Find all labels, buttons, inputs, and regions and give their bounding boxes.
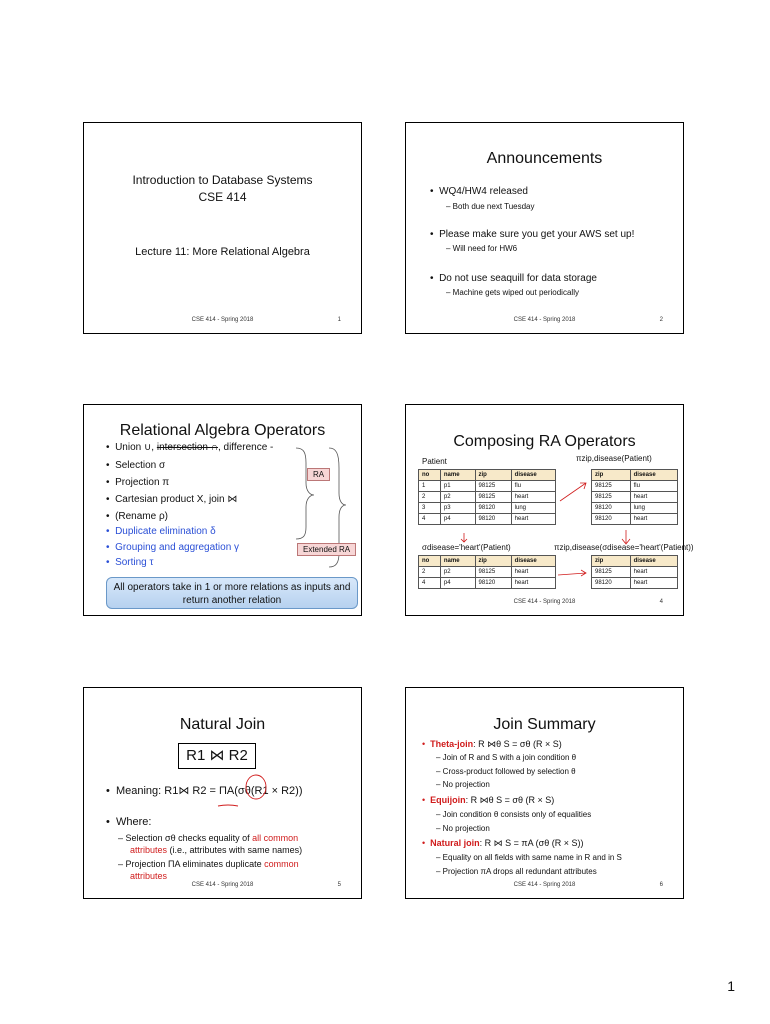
bullet: • Duplicate elimination δ <box>106 526 216 537</box>
slide-number: 2 <box>659 317 663 323</box>
slide-title: Announcements <box>486 150 603 167</box>
sub-bullet: – Equality on all fields with same name in R and in S <box>436 853 622 862</box>
slide-2 <box>405 122 684 334</box>
bullet: • Selection σ <box>106 460 166 471</box>
bullet: • Natural join: R ⋈ S = πA (σθ (R × S)) <box>422 838 584 848</box>
sub-bullet: – Cross-product followed by selection θ <box>436 767 576 776</box>
sub-bullet: – Selection σθ checks equality of all common <box>118 833 299 843</box>
slide-number: 1 <box>337 317 341 323</box>
patient-table: no name zip disease 1 p1 98125 flu 2 p2 98125 heart 3 p3 98120 lung 4 p4 98120 heart <box>418 469 556 525</box>
circle-annotation <box>214 772 284 812</box>
extended-ra-label: Extended RA <box>297 543 356 556</box>
bullet: • Sorting τ <box>106 557 154 568</box>
sub-bullet: attributes (i.e., attributes with same names) <box>130 845 303 855</box>
sub-bullet: – Projection ΠA eliminates duplicate common <box>118 859 299 869</box>
pi-result-table: zip disease 98125 flu 98125 heart 98120 lung 98120 heart <box>591 469 678 525</box>
bullet: • Equijoin: R ⋈θ S = σθ (R × S) <box>422 795 555 805</box>
sigma-result-table: no name zip disease 2 p2 98125 heart 4 p4 98120 heart <box>418 555 556 589</box>
bullet: • Do not use seaquill for data storage <box>430 273 597 284</box>
bullet: • Please make sure you get your AWS set up! <box>430 229 635 240</box>
bullet: • Union ∪, intersection ∩, difference - <box>106 442 274 453</box>
bullet: • (Rename ρ) <box>106 511 168 522</box>
bullet: • Where: <box>106 816 152 828</box>
course-title: Introduction to Database Systems <box>132 173 313 187</box>
slide-title: Composing RA Operators <box>453 433 636 450</box>
slide-footer: CSE 414 - Spring 2018 <box>513 317 576 323</box>
page-number: 1 <box>727 978 735 994</box>
lecture-title: Lecture 11: More Relational Algebra <box>135 246 310 258</box>
compose-result-table: zip disease 98125 heart 98120 heart <box>591 555 678 589</box>
bullet: • Projection π <box>106 477 170 488</box>
slide-3 <box>83 404 362 616</box>
patient-label: Patient <box>422 457 447 466</box>
sub-bullet: – No projection <box>436 824 490 833</box>
slide-footer: CSE 414 - Spring 2018 <box>513 882 576 888</box>
slide-title: Relational Algebra Operators <box>119 422 326 439</box>
sub-bullet: – Machine gets wiped out periodically <box>446 288 579 297</box>
slide-footer: CSE 414 - Spring 2018 <box>191 882 254 888</box>
sub-bullet: attributes <box>130 871 168 881</box>
slide-6 <box>405 687 684 899</box>
bullet: • Cartesian product X, join ⋈ <box>106 494 238 505</box>
note-box: All operators take in 1 or more relations as inputs and return another relation <box>106 577 358 609</box>
bullet: • Theta-join: R ⋈θ S = σθ (R × S) <box>422 739 562 749</box>
sub-bullet: – Both due next Tuesday <box>446 202 535 211</box>
compose-label: πzip,disease(σdisease='heart'(Patient)) <box>554 543 694 552</box>
bullet: • Meaning: R1⋈ R2 = ΠA(σθ(R1 × R2)) <box>106 785 303 797</box>
slide-5 <box>83 687 362 899</box>
slide-number: 6 <box>659 882 663 888</box>
slide-title: Join Summary <box>493 716 596 733</box>
sub-bullet: – Projection πA drops all redundant attributes <box>436 867 597 876</box>
slide-number: 5 <box>337 882 341 888</box>
slide-1 <box>83 122 362 334</box>
bullet: • Grouping and aggregation γ <box>106 542 240 553</box>
sub-bullet: – Join of R and S with a join condition θ <box>436 753 577 762</box>
sigma-label: σdisease='heart'(Patient) <box>422 543 511 552</box>
sub-bullet: – No projection <box>436 780 490 789</box>
course-code: CSE 414 <box>198 190 247 204</box>
ra-label: RA <box>307 468 330 481</box>
sub-bullet: – Will need for HW6 <box>446 244 518 253</box>
slide-4 <box>405 404 694 616</box>
annotation-arrows <box>406 405 685 617</box>
join-box: R1 ⋈ R2 <box>178 743 256 769</box>
slide-title: Natural Join <box>179 716 266 733</box>
slide-footer: CSE 414 - Spring 2018 <box>513 599 576 605</box>
bullet: • WQ4/HW4 released <box>430 186 528 197</box>
sub-bullet: – Join condition θ consists only of equalities <box>436 810 592 819</box>
slide-footer: CSE 414 - Spring 2018 <box>191 317 254 323</box>
pi-label: πzip,disease(Patient) <box>576 454 652 463</box>
slide-number: 4 <box>659 599 663 605</box>
